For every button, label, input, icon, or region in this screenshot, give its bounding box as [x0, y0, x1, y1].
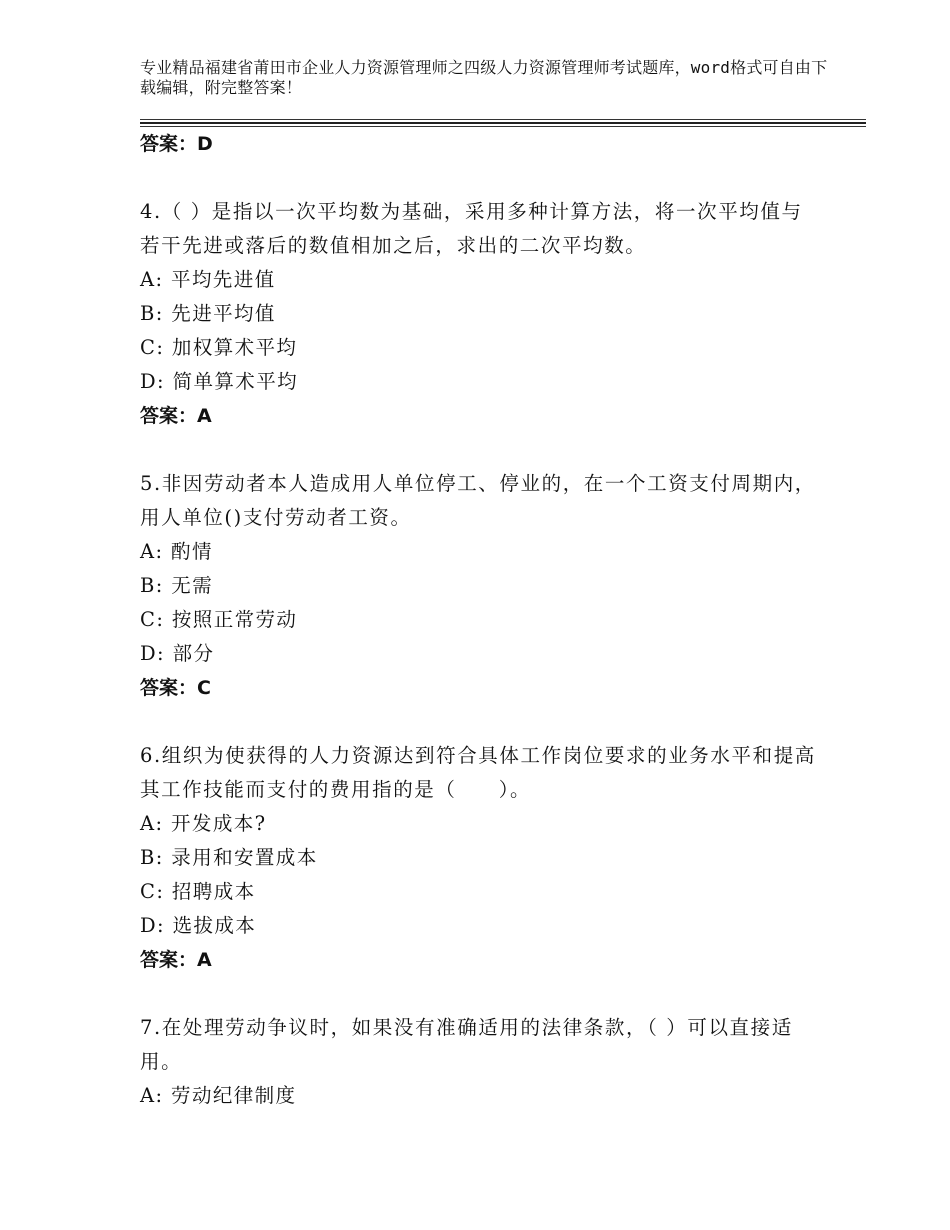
- question-list: [140, 127, 820, 1113]
- option-b: B: 先进平均值: [140, 302, 276, 325]
- option-a: A: 酌情: [140, 540, 213, 563]
- answer-line: 答案：C: [140, 677, 211, 699]
- header-divider: [140, 119, 866, 120]
- option-b: B: 录用和安置成本: [140, 846, 318, 869]
- option-c: C: 加权算术平均: [140, 336, 298, 359]
- answer-line: 答案：A: [140, 949, 212, 971]
- spacer: [140, 977, 820, 1011]
- spacer: [140, 161, 820, 195]
- question-6: [140, 739, 820, 977]
- document-header: 专业精品福建省莆田市企业人力资源管理师之四级人力资源管理师考试题库，word格式可自由下载编辑，附完整答案！: [140, 58, 828, 97]
- question-stem: 5.非因劳动者本人造成用人单位停工、停业的，在一个工资支付周期内，用人单位()支付劳动者工资。: [140, 472, 816, 529]
- answer-line: 答案：D: [140, 133, 213, 155]
- option-b: B: 无需: [140, 574, 214, 597]
- header-divider: [140, 122, 866, 124]
- question-stem: 4.（ ）是指以一次平均数为基础，采用多种计算方法，将一次平均值与若干先进或落后的数值相加之后，求出的二次平均数。: [140, 200, 803, 257]
- question-5: [140, 467, 820, 705]
- question-stem: 6.组织为使获得的人力资源达到符合具体工作岗位要求的业务水平和提高其工作技能而支付的费用指的是（ ）。: [140, 744, 816, 801]
- option-a: A: 开发成本?: [140, 812, 267, 835]
- question-stem: 7.在处理劳动争议时，如果没有准确适用的法律条款，（ ）可以直接适用。: [140, 1016, 793, 1073]
- spacer: [140, 705, 820, 739]
- option-d: D: 简单算术平均: [140, 370, 299, 393]
- question-4: [140, 195, 820, 433]
- option-a: A: 平均先进值: [140, 268, 276, 291]
- answer-line: 答案：A: [140, 405, 212, 427]
- question-7: [140, 1011, 820, 1113]
- option-d: D: 部分: [140, 642, 215, 665]
- option-c: C: 按照正常劳动: [140, 608, 298, 631]
- spacer: [140, 433, 820, 467]
- option-a: A: 劳动纪律制度: [140, 1084, 297, 1107]
- option-c: C: 招聘成本: [140, 880, 256, 903]
- option-d: D: 选拔成本: [140, 914, 257, 937]
